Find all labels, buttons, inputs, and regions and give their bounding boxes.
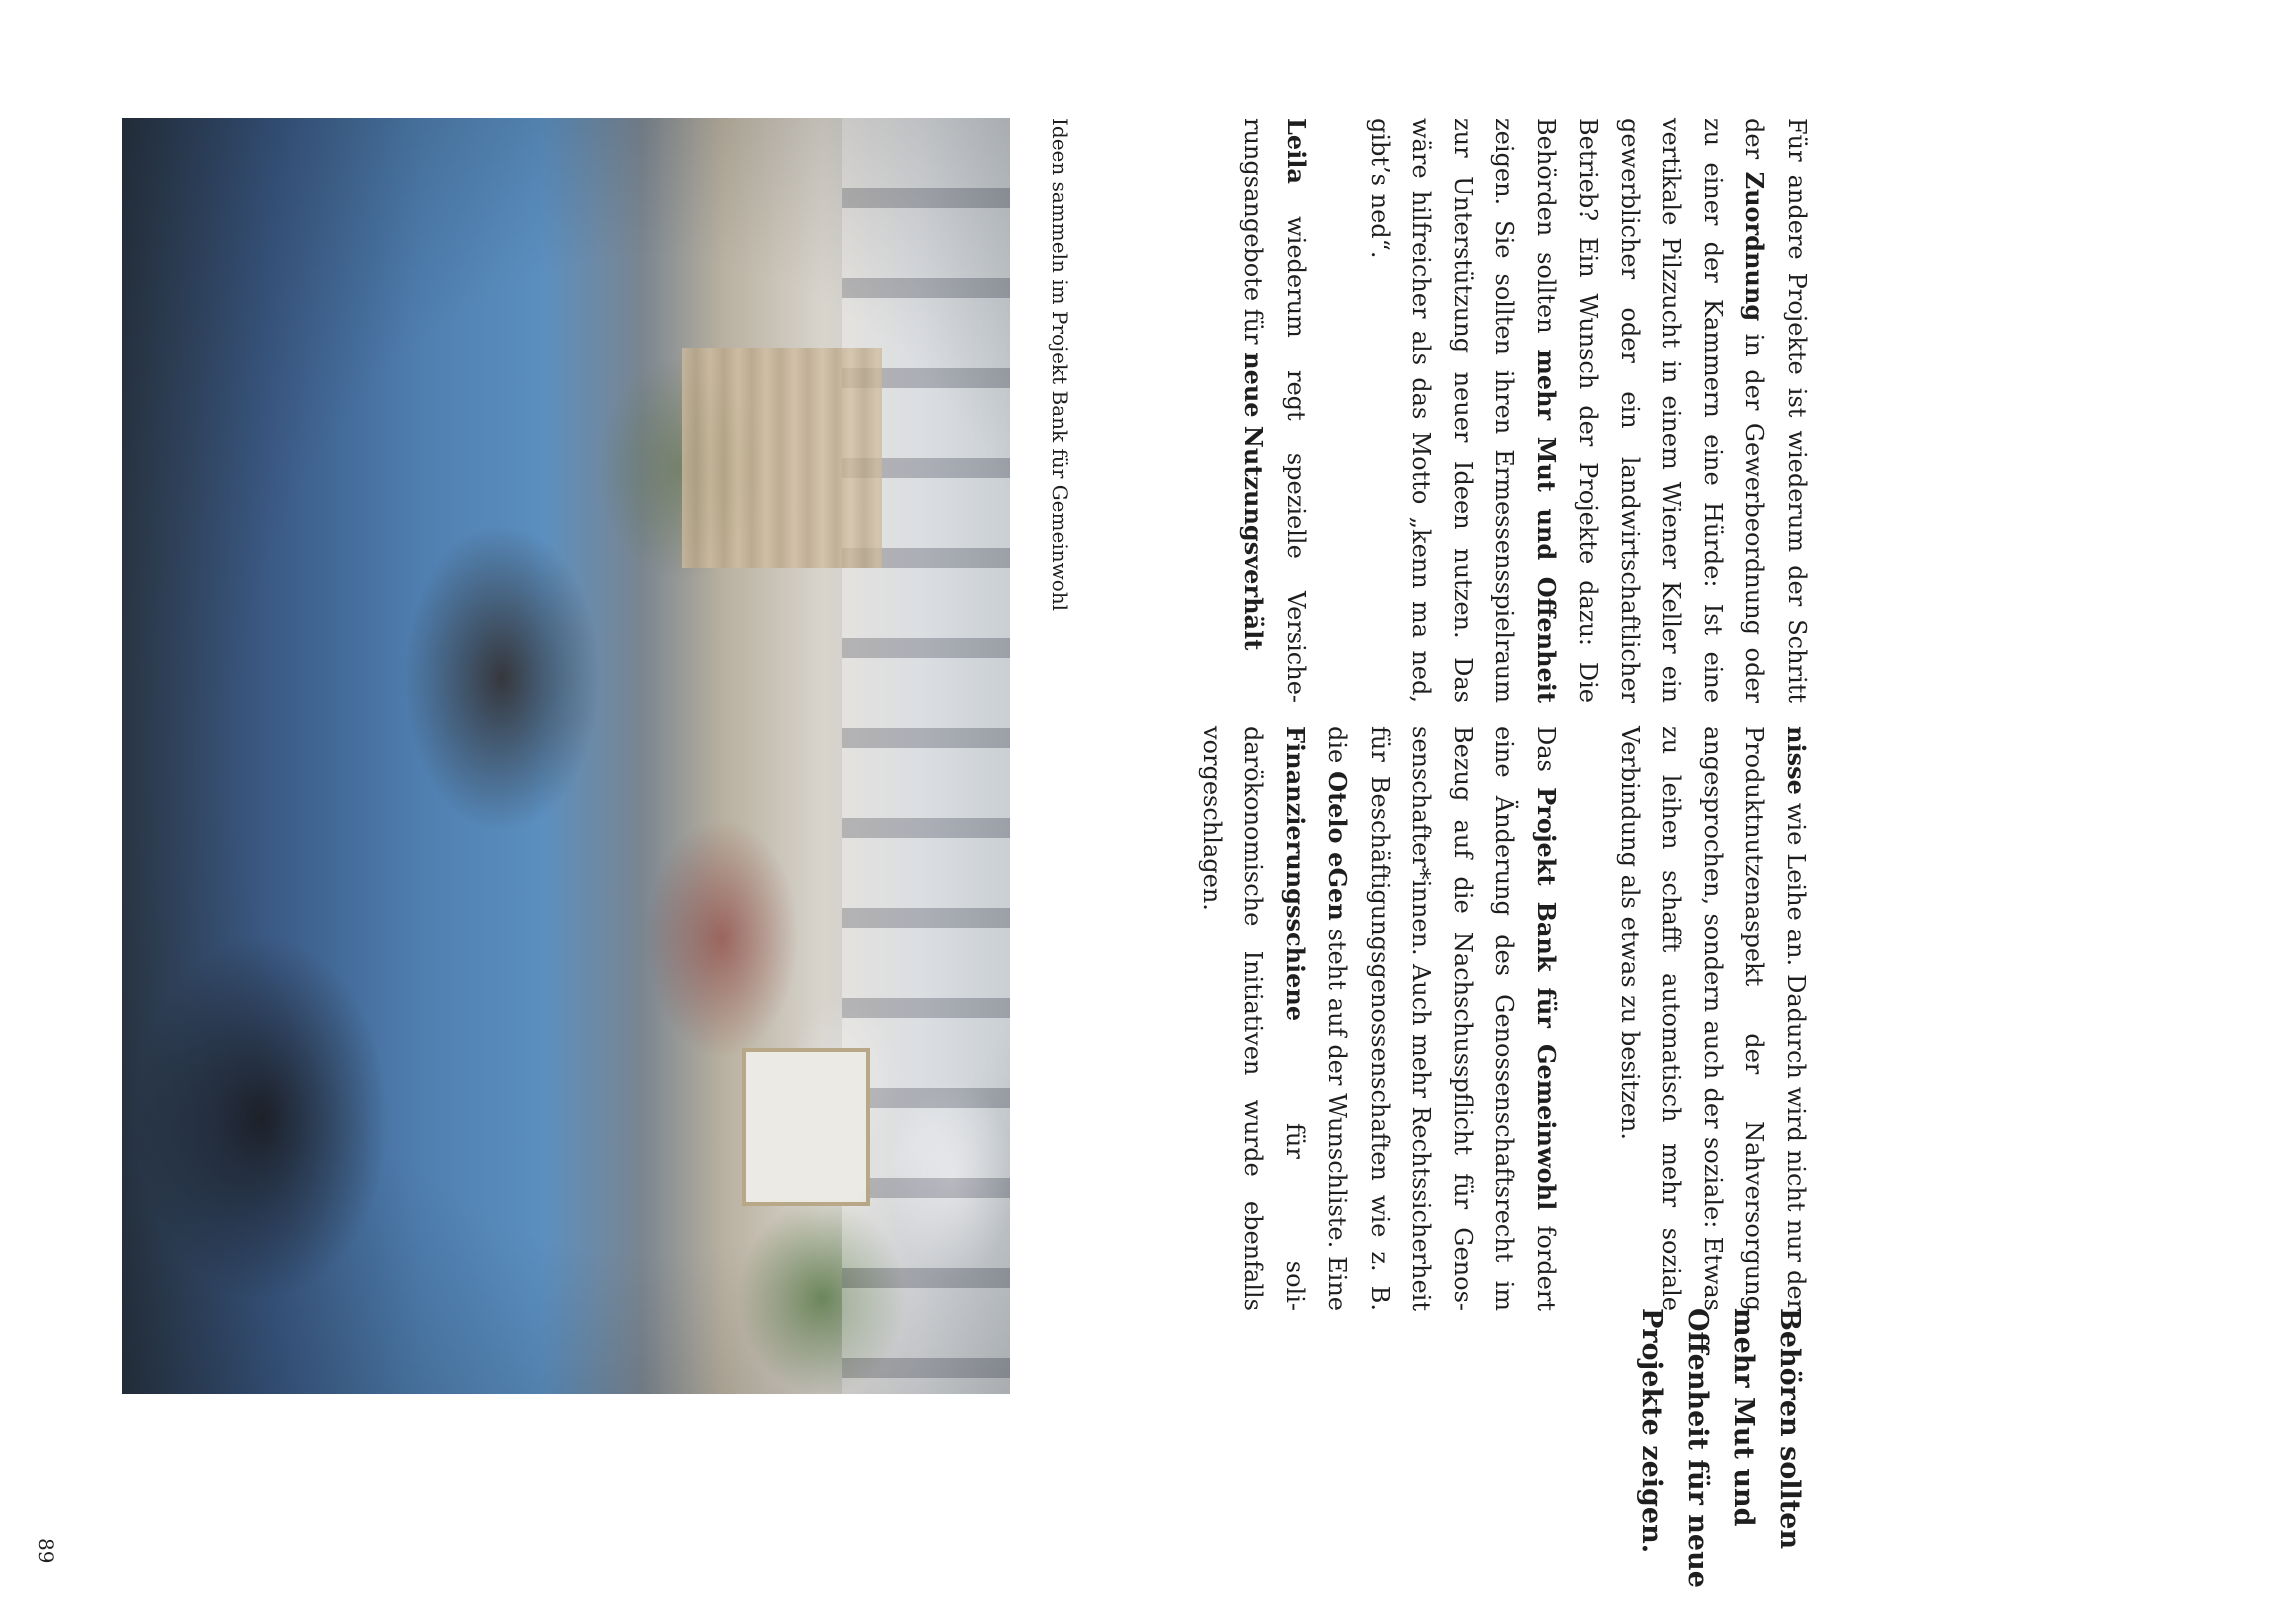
pull-quote — [1628, 1308, 1812, 1588]
event-photo — [122, 118, 1010, 1394]
text-run: für solidarökonomische Initiativen wurde ebenfalls vorgeschlagen. — [1198, 726, 1309, 1311]
pull-quote-line: Projekte zeigen. — [1636, 1308, 1667, 1554]
bold-run: Finanzierungsschiene — [1281, 726, 1310, 1022]
caption-wrapper — [1046, 118, 1074, 611]
pull-quote-line: Offenheit für neue — [1682, 1308, 1713, 1588]
bold-run: Otelo eGen — [1323, 771, 1353, 921]
bold-run: mehr Mut und Offenheit — [1532, 349, 1561, 704]
bold-run: Leila — [1282, 118, 1311, 184]
pull-quote-line: mehr Mut und — [1728, 1308, 1759, 1527]
right-paragraph-2 — [1191, 726, 1568, 1311]
text-run: Für andere Projekte ist wiederum der Schritt der — [1740, 118, 1811, 703]
text-run: zeigen. Sie sollten ihren Ermessensspielraum zur Unterstützung neuer Ideen nutzen. Das wäre hilfreicher als das Motto „kenn ma ned, gibt’s ned“. — [1366, 118, 1519, 703]
text-run: wie Leihe an. Dadurch wird nicht nur der Produktnutzenaspekt der Nahversorgung angesprochen, sondern auch der soziale: Etwas zu leihen schafft automatisch mehr soziale Verbindung als etwas zu besitzen. — [1616, 726, 1810, 1311]
text-run: steht auf der Wunschliste. Eine — [1323, 920, 1352, 1311]
pull-quote-wrapper — [1628, 1308, 1812, 1588]
page-number: 89 — [34, 1538, 58, 1564]
text-run: in der Gewerbeordnung oder zu einer der Kammern eine Hürde: Ist eine vertikale Pilzzucht in einem Wiener Keller ein gewerblicher oder ein landwirtschaftlicher Betrieb? Ein Wunsch der Projekte dazu: Die Behörden sollten — [1532, 118, 1769, 703]
text-run: wiederum regt spezielle Versicherungsangebote für — [1239, 118, 1310, 703]
left-column-wrapper — [1232, 118, 1817, 703]
right-column-wrapper — [1191, 726, 1818, 1311]
bold-run: Zuordnung — [1740, 171, 1770, 322]
right-column — [1191, 726, 1818, 1311]
text-run: Das — [1532, 726, 1560, 788]
bold-run: nisse — [1782, 726, 1811, 795]
pull-quote-line: Behören sollten — [1774, 1308, 1805, 1550]
photo-vignette — [122, 118, 1010, 1394]
photo-caption: Ideen sammeln im Projekt Bank für Gemeinwohl — [1048, 118, 1072, 612]
text-run: fordert eine Änderung des Genossenschaftsrecht im Bezug auf die Nachschusspflicht für Genossenschafter*innen. Auch mehr Rechtssicherheit für Beschäftigungsgenossenschaften wie z. B. die — [1323, 726, 1560, 1311]
page-number-wrapper — [34, 1538, 58, 1563]
left-paragraph-1 — [1359, 118, 1818, 703]
bold-run: neue Nutzungsverhält — [1239, 352, 1269, 651]
bold-run: Projekt Bank für Gemeinwohl — [1532, 787, 1561, 1211]
left-paragraph-2 — [1232, 118, 1317, 703]
left-column — [1232, 118, 1817, 703]
right-paragraph-1 — [1609, 726, 1818, 1311]
